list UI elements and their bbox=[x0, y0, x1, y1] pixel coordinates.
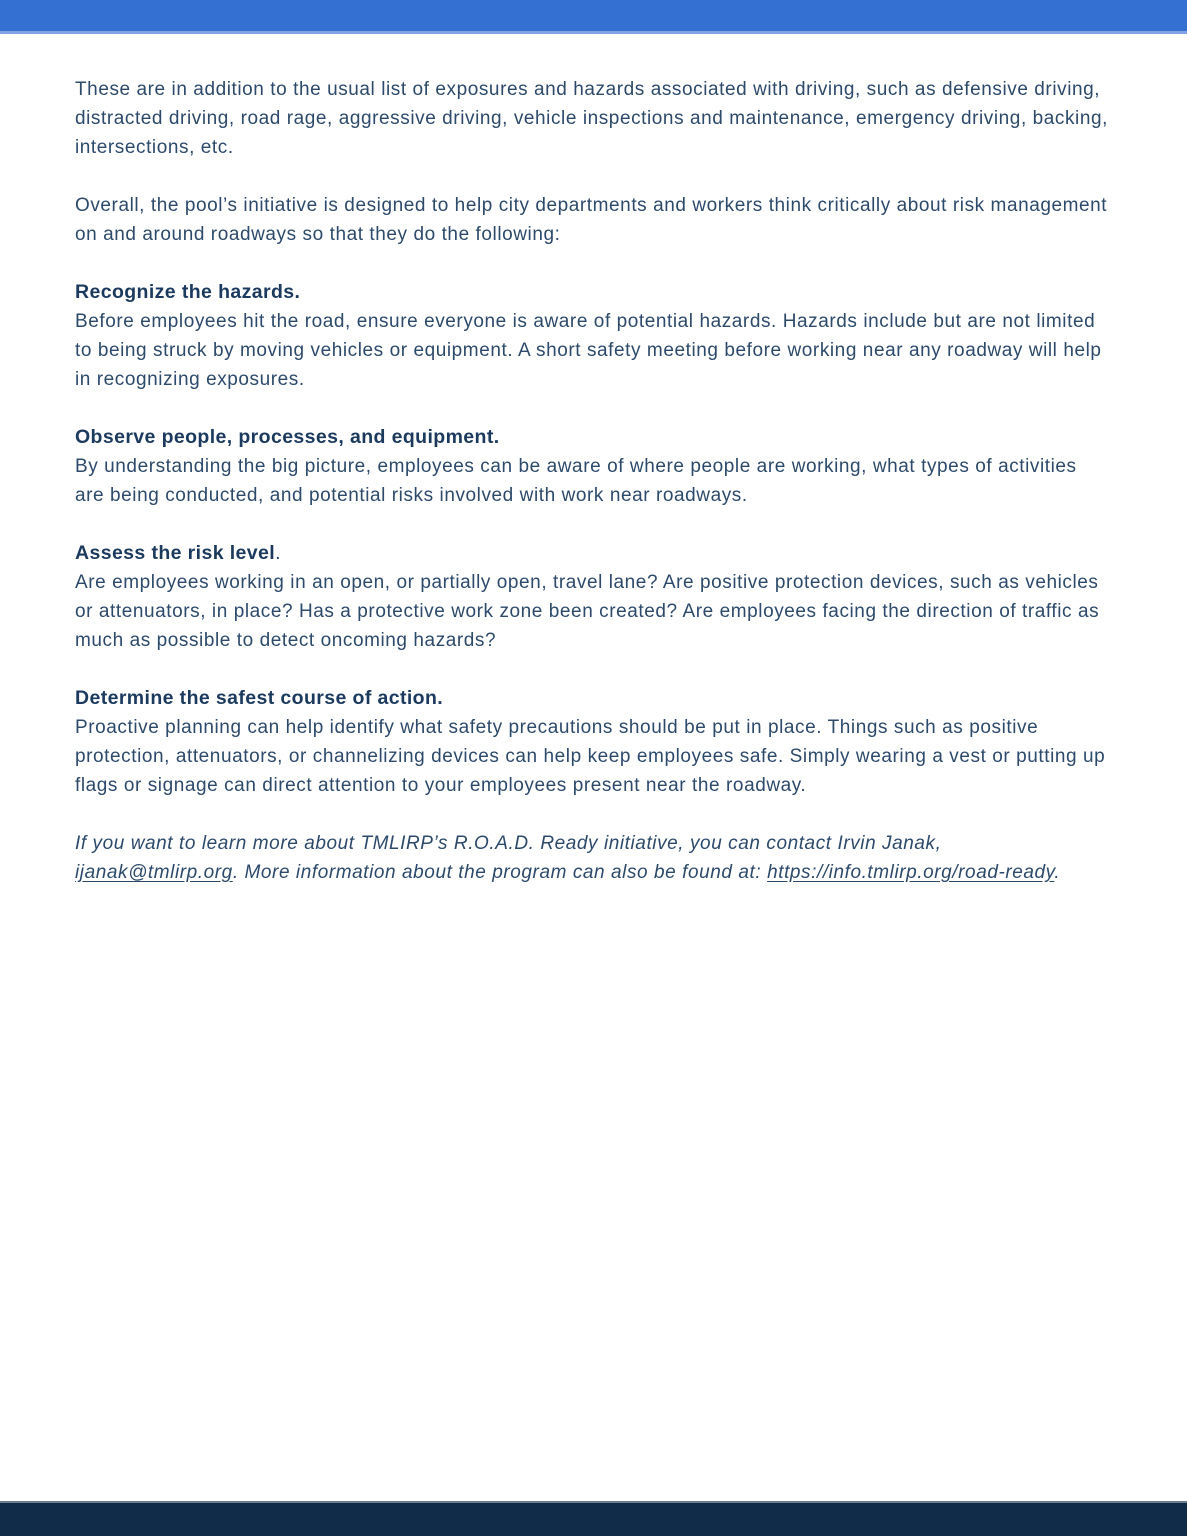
bottom-bar bbox=[0, 1501, 1187, 1536]
intro-paragraph-2: Overall, the pool’s initiative is designed to help city departments and workers think critically about risk management on and around roadways so that they do the following: bbox=[75, 195, 1108, 245]
section-assess-the-risk-level bbox=[75, 539, 1109, 655]
section-body: Before employees hit the road, ensure everyone is aware of potential hazards. Hazards include but are not limited to being struck by moving vehicles or equipment. A short safety meeting before working near any roadway will help in recognizing exposures. bbox=[75, 311, 1102, 390]
section-observe-people-processes-equipment bbox=[75, 423, 1109, 510]
section-body: Proactive planning can help identify what safety precautions should be put in place. Things such as positive protection, attenuators, or channelizing devices can help keep employees safe. Simply wearing a vest or putting up flags or signage can direct attention to your employees present near the roadway. bbox=[75, 717, 1106, 796]
section-heading-text: Recognize the hazards. bbox=[75, 281, 301, 303]
section-heading bbox=[75, 539, 1109, 568]
section-recognize-the-hazards bbox=[75, 278, 1109, 394]
contact-note-text-between: . More information about the program can also be found at: bbox=[232, 862, 768, 883]
section-heading-text: Assess the risk level bbox=[75, 542, 276, 564]
contact-note bbox=[75, 829, 1109, 887]
section-determine-safest-course bbox=[75, 684, 1109, 800]
section-heading bbox=[75, 423, 1109, 452]
section-heading bbox=[75, 684, 1109, 713]
top-bar bbox=[0, 0, 1187, 34]
contact-note-text-after: . bbox=[1054, 862, 1061, 883]
contact-note-text-before-email: If you want to learn more about TMLIRP’s R.O.A.D. Ready initiative, you can contact Irvin Janak, bbox=[75, 833, 942, 854]
section-heading-suffix: . bbox=[275, 542, 281, 564]
email-link[interactable]: ijanak@tmlirp.org bbox=[75, 862, 233, 883]
section-body: By understanding the big picture, employees can be aware of where people are working, what types of activities are being conducted, and potential risks involved with work near roadways. bbox=[75, 456, 1077, 506]
section-heading-text: Determine the safest course of action. bbox=[75, 687, 444, 709]
section-heading bbox=[75, 278, 1109, 307]
road-ready-url-link[interactable]: https://info.tmlirp.org/road-ready bbox=[767, 862, 1055, 883]
section-heading-text: Observe people, processes, and equipment. bbox=[75, 426, 500, 448]
section-body: Are employees working in an open, or partially open, travel lane? Are positive protection devices, such as vehicles or attenuators, in place? Has a protective work zone been created? Are employees facing the direction of traffic as much as possible to detect oncoming hazards? bbox=[75, 572, 1100, 651]
intro-paragraph-1: These are in addition to the usual list of exposures and hazards associated with driving, such as defensive driving, distracted driving, road rage, aggressive driving, vehicle inspections and maintenance, emergency driving, backing, intersections, etc. bbox=[75, 79, 1108, 158]
document-body bbox=[0, 34, 1187, 887]
